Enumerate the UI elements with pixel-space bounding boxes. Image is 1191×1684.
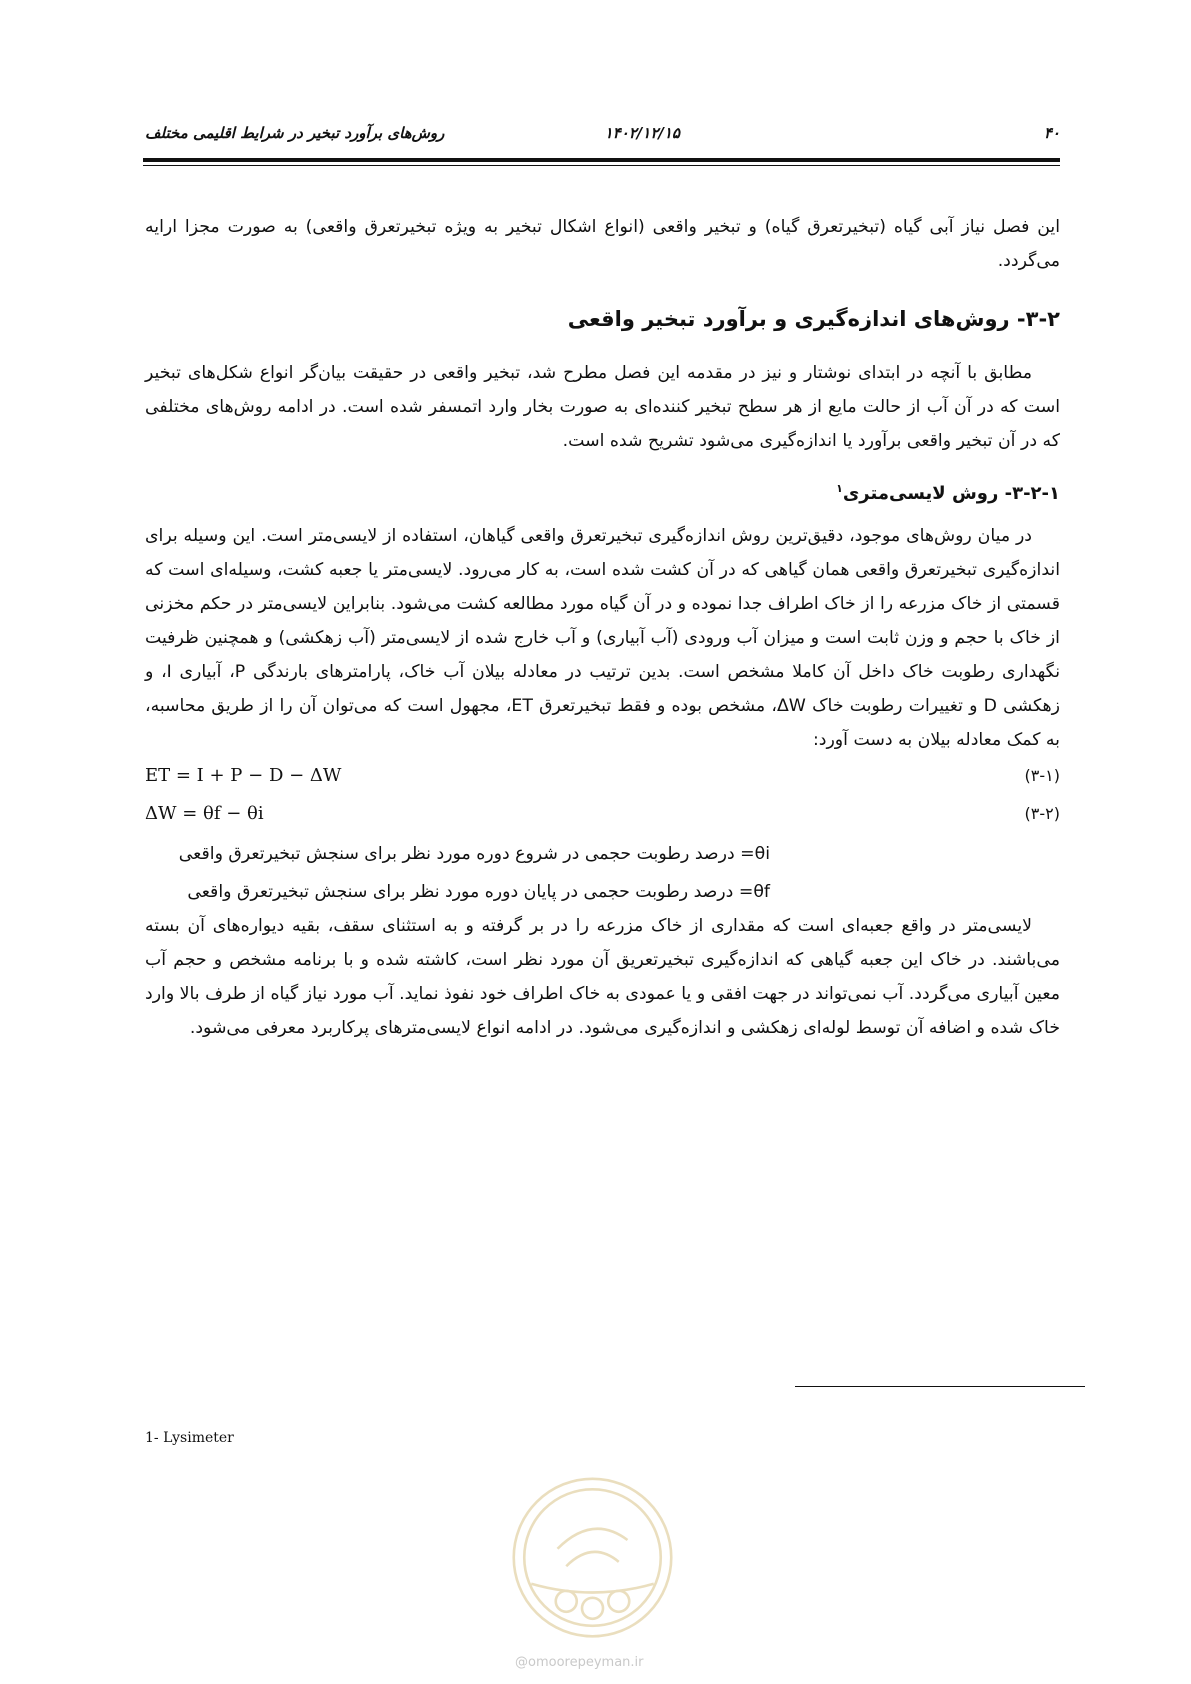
definition-theta-f [145,875,1060,909]
section-paragraph: مطابق با آنچه در ابتدای نوشتار و نیز در مقدمه این فصل مطرح شد، تبخیر واقعی در حقیقت بیان‌گر انواع شکل‌های تبخیر است که در آن آب از حالت مایع از هر سطح تبخیر کننده‌ای به صورت بخار وارد اتمسفر شده است. در ادامه روش‌های مختلفی که در آن تبخیر واقعی برآورد یا اندازه‌گیری می‌شود تشریح شده است. [145,363,1060,451]
closing-paragraph: لایسی‌متر در واقع جعبه‌ای است که مقداری از خاک مزرعه را در بر گرفته و به استثنای سقف، بقیه دیواره‌های آن بسته می‌باشند. در خاک این جعبه گیاهی که اندازه‌گیری تبخیرتعریق آن مورد نظر است، کاشته شده و با برنامه مشخص و حجم آب معین آبیاری می‌گردد. آب نمی‌تواند در جهت افقی و یا عمودی به خاک اطراف خود نفوذ نماید. آب مورد نیاز گیاه از طرف بالا وارد خاک شده و اضافه آن توسط لوله‌ای زهکشی و اندازه‌گیری می‌شود. در ادامه انواع لایسی‌مترهای پرکاربرد معرفی می‌شود. [145,916,1060,1038]
header-rule-thick [143,158,1060,162]
section-heading: ۳-۲- روش‌های اندازه‌گیری و برآورد تبخیر واقعی [567,307,1060,331]
equation-1-number: (۳-۱) [1024,766,1060,785]
footnote-text: 1- Lysimeter [145,1430,234,1446]
page-body [145,210,1060,1045]
definition-theta-f-text: = درصد رطوبت حجمی در پایان دوره مورد نظر برای سنجش تبخیرتعرق واقعی [187,882,754,902]
definition-theta-f-symbol: θf [753,882,770,902]
intro-paragraph: این فصل نیاز آبی گیاه (تبخیرتعرق گیاه) و تبخیر واقعی (انواع اشکال تبخیر به ویژه تبخیرتعرق واقعی) به صورت مجزا ارایه می‌گردد. [145,217,1060,271]
equation-2-number: (۳-۲) [1024,804,1060,823]
definition-theta-i [145,837,1060,871]
header-date: ۱۴۰۲/۱۲/۱۵ [604,124,680,142]
subsection-heading-text: ۳-۲-۱- روش لایسی‌متری [842,483,1060,504]
running-header [145,124,1060,148]
page-number: ۴۰ [1043,124,1060,142]
watermark-url: @omoorepeyman.ir [515,1655,644,1670]
lysimeter-paragraph: در میان روش‌های موجود، دقیق‌ترین روش اندازه‌گیری تبخیرتعرق واقعی گیاهان، استفاده از لایسی‌متر است. این وسیله برای اندازه‌گیری تبخیرتعرق واقعی همان گیاهی که در آن کشت شده است، به کار می‌رود. لایسی‌متر یا جعبه کشت، وسیله‌ای است که قسمتی از خاک مزرعه را از خاک اطراف جدا نموده و در آن گیاه مورد مطالعه کشت می‌شود. بنابراین لایسی‌متر در حکم مخزنی از خاک با حجم و وزن ثابت است و میزان آب ورودی (آب آبیاری) و آب خارج شده از لایسی‌متر (آب زهکشی) و همچنین ظرفیت نگهداری رطوبت خاک داخل آن کاملا مشخص است. بدین ترتیب در معادله بیلان آب خاک، پارامترهای بارندگی P، آبیاری I، و زهکشی D و تغییرات رطوبت خاک ΔW، مشخص بوده و فقط تبخیرتعرق ET، مجهول است که می‌توان آن را از طریق محاسبه، به کمک معادله بیلان به دست آورد: [145,526,1061,750]
equation-1 [145,757,1060,795]
header-rule-thin [143,165,1060,166]
header-title: روش‌های برآورد تبخیر در شرایط اقلیمی مختلف [145,124,445,142]
subsection-heading [145,474,1060,509]
definition-theta-i-text: = درصد رطوبت حجمی در شروع دوره مورد نظر برای سنجش تبخیرتعرق واقعی [178,844,755,864]
equation-2-formula: ΔW = θf − θi [145,803,264,824]
definition-theta-i-symbol: θi [754,844,770,864]
footnote-rule [795,1386,1085,1387]
watermark-logo-icon [505,1470,680,1645]
equation-2 [145,795,1060,833]
equation-1-formula: ET = I + P − D − ΔW [145,765,342,786]
footnote-marker: ۱ [836,482,843,495]
